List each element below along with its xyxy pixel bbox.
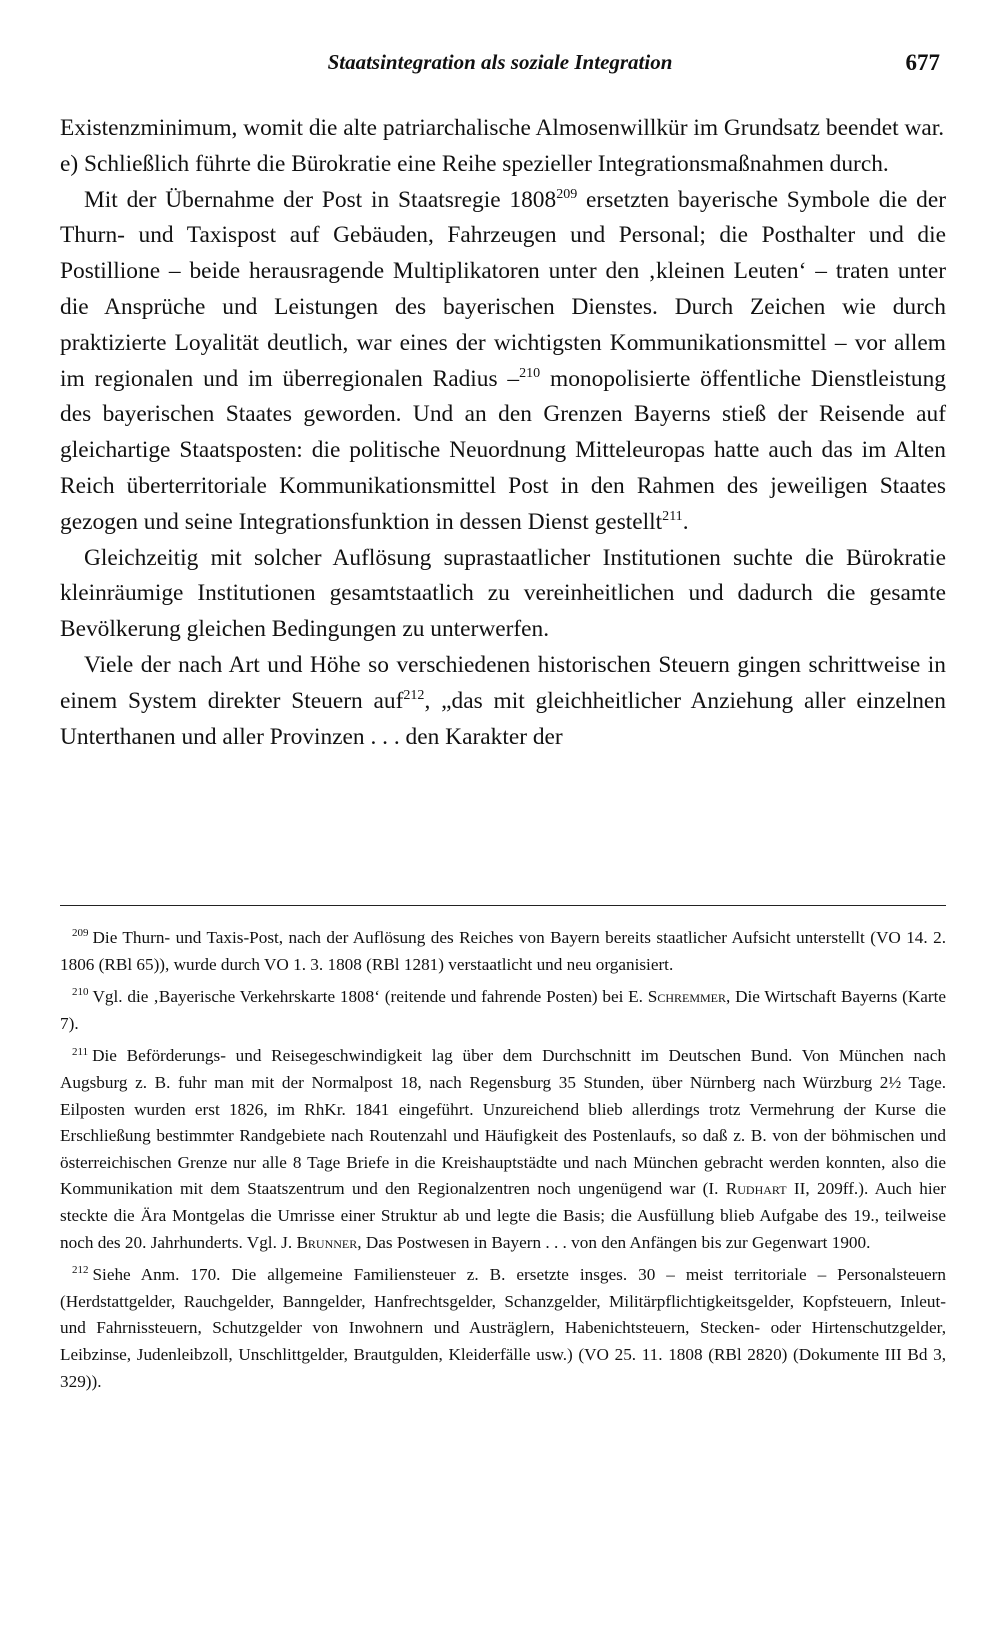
paragraph-3-text-b: ersetzten bayerische Symbole die der Thurn- und Taxispost auf Gebäuden, Fahrzeugen und Personal; die Posthalter und die Postillione – beide herausragende Multiplikatoren unter den ‚kleinen Leuten‘ – traten unter die Ansprüche und Leistungen des bayerischen Dienstes. Durch Zeichen wie durch praktizierte Loyalität deutlich, war eines der wichtigsten Kommunikationsmittel – vor allem im regionalen und im überregionalen Radius –	[60, 186, 946, 392]
footnote-text-a: Vgl. die ‚Bayerische Verkehrskarte 1808‘ (reitende und fahrende Posten) bei E.	[92, 987, 648, 1007]
footnote-text-c: , Das Postwesen in Bayern . . . von den Anfängen bis zur Gegenwart 1900.	[357, 1232, 871, 1252]
footnote-ref-210[interactable]: 210	[519, 364, 541, 381]
footnote-number: 211	[72, 1045, 89, 1058]
page-header	[60, 50, 940, 86]
footnote-number: 210	[72, 986, 89, 999]
author-name: Rudhart	[725, 1179, 787, 1199]
footnote-ref-212[interactable]: 212	[403, 686, 425, 703]
paragraph-3-text-c: monopolisierte öffentliche Dienstleistung des bayerischen Staates geworden. Und an den Grenzen Bayerns stieß der Reisende auf gleichartige Staatsposten: die politische Neuordnung Mitteleuropas hatte auch das im Alten Reich überterritoriale Kommunikationsmittel Post in den Rahmen des jeweiligen Staates gezogen und seine Integrationsfunktion in dessen Dienst gestellt	[60, 365, 947, 535]
paragraph-2: e) Schließlich führte die Bürokratie eine Reihe spezieller Integrationsmaßnahmen durch.	[60, 150, 889, 177]
footnote-separator	[60, 905, 946, 906]
paragraph-1: Existenzminimum, womit die alte patriarchalische Almosenwillkür im Grundsatz beendet war.	[60, 115, 945, 141]
paragraph-5-text-b: , „das mit gleichheitlicher Anziehung aller einzelnen Unterthanen und aller Provinzen . . . den Karakter der	[60, 687, 946, 750]
footnote-211	[60, 1043, 946, 1256]
footnote-209	[60, 925, 946, 978]
footnote-212	[60, 1262, 946, 1395]
author-name: Schremmer	[647, 987, 727, 1007]
footnote-text-b: II, 209ff.). Auch hier steckte die Ära Montgelas die Umrisse einer Struktur ab und legte die Basis; die Ausfüllung blieb Aufgabe des 19., teilweise noch des 20. Jahrhunderts. Vgl. J.	[60, 1179, 946, 1252]
running-title: Staatsintegration als soziale Integration	[327, 50, 673, 74]
footnote-text: Siehe Anm. 170. Die allgemeine Familiensteuer z. B. ersetzte insges. 30 – meist territoriale – Personalsteuern (Herdstattgelder, Rauchgelder, Banngelder, Hanfrechtsgelder, Schanzgelder, Militärpflichtigkeitsgelder, Kopfsteuern, Inleut- und Fahrnissteuern, Schutzgelder von Inwohnern und Austräglern, Habenichtsteuern, Stecken- oder Hirtenschutzgelder, Leibzinse, Judenleibzoll, Unschlittgelder, Brautgulden, Kleiderfälle usw.) (VO 25. 11. 1808 (RBl 2820) (Dokumente III Bd 3, 329)).	[60, 1265, 946, 1391]
page-number: 677	[905, 50, 940, 75]
footnote-ref-211[interactable]: 211	[662, 507, 683, 524]
main-text	[60, 111, 946, 755]
footnote-number: 212	[72, 1264, 89, 1277]
footnote-number: 209	[72, 927, 89, 940]
footnote-text-b: , Die Wirtschaft Bayerns (Karte 7).	[60, 987, 946, 1033]
footnote-text: Die Thurn- und Taxis-Post, nach der Auflösung des Reiches von Bayern bereits staatlicher Aufsicht unterstellt (VO 14. 2. 1806 (RBl 65)), wurde durch VO 1. 3. 1808 (RBl 1281) verstaatlicht und neu organisiert.	[60, 928, 946, 974]
footnote-text-a: Die Beförderungs- und Reisegeschwindigkeit lag über dem Durchschnitt im Deutschen Bund. Von München nach Augsburg z. B. fuhr man mit der Normalpost 18, nach Regensburg 35 Stunden, über Nürnberg nach Würzburg 2½ Tage. Eilposten wurden erst 1826, im RhKr. 1841 eingeführt. Unzureichend blieb allerdings trotz Vermehrung der Kurse die Erschließung bestimmter Randgebiete nach Routenzahl und Häufigkeit des Postenlaufs, so daß z. B. von der böhmischen und österreichischen Grenze nur alle 8 Tage Briefe in die Kreishauptstädte und nach München gebracht werden konnten, also die Kommunikation mit dem Staatszentrum und den Regionalzentren noch ungenügend war (I.	[60, 1046, 946, 1199]
author-name: Brunner	[296, 1232, 358, 1252]
paragraph-5	[60, 648, 946, 755]
paragraph-3-text-d: .	[682, 508, 689, 535]
footnotes	[60, 925, 946, 1401]
footnote-210	[60, 984, 946, 1037]
paragraph-3	[60, 183, 946, 541]
paragraph-5-text-a: Viele der nach Art und Höhe so verschiedenen historischen Steuern gingen schrittweise in einem System direkter Steuern auf	[60, 651, 946, 714]
paragraph-4: Gleichzeitig mit solcher Auflösung suprastaatlicher Institutionen suchte die Bürokratie kleinräumige Institutionen gesamtstaatlich zu vereinheitlichen und dadurch die gesamte Bevölkerung gleichen Bedingungen zu unterwerfen.	[60, 544, 946, 643]
paragraph-3-text-a: Mit der Übernahme der Post in Staatsregie 1808	[84, 186, 557, 213]
footnote-ref-209[interactable]: 209	[556, 185, 578, 202]
